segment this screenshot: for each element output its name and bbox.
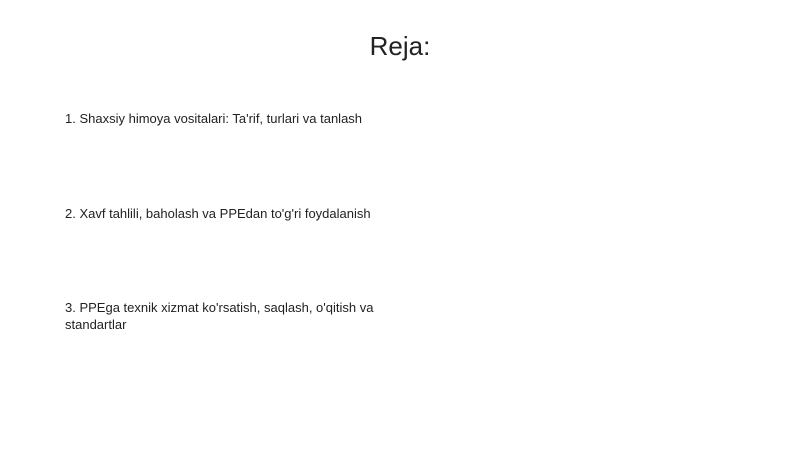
- plan-item-1: 1. Shaxsiy himoya vositalari: Ta'rif, turlari va tanlash: [65, 111, 363, 126]
- plan-item-3: 3. PPEga texnik xizmat ko'rsatish, saqlash, o'qitish va standartlar: [65, 300, 374, 332]
- plan-item-2: 2. Xavf tahlili, baholash va PPEdan to'g'ri foydalanish: [65, 206, 371, 221]
- slide-title: Reja:: [369, 31, 431, 61]
